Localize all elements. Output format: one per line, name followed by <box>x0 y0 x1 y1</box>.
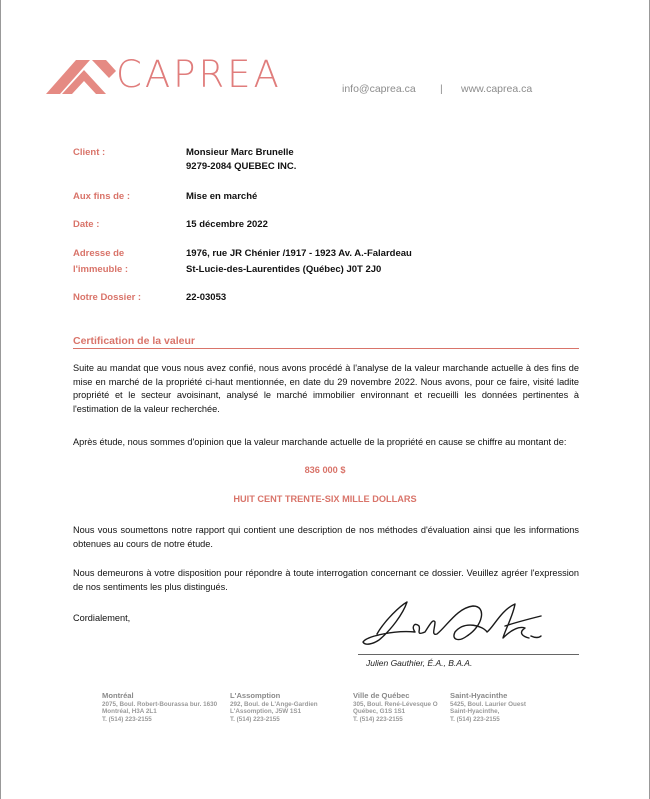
office-phone: T. (514) 223-2155 <box>230 715 280 723</box>
office-postal: Québec, G1S 1S1 <box>353 708 406 715</box>
file-label: Notre Dossier : <box>73 292 142 303</box>
report-paragraph: Nous vous soumettons notre rapport qui contient une description de nos méthodes d'évaluation ainsi que les informations obtenues au cours de notre étude. <box>73 525 579 549</box>
closing-salutation: Cordialement, <box>73 613 131 623</box>
office-city: Ville de Québec <box>353 691 410 700</box>
signer-name: Julien Gauthier, É.A., B.A.A. <box>366 658 473 668</box>
value-amount: 836 000 $ <box>304 465 346 475</box>
office-saint-hyacinthe <box>450 692 526 723</box>
closing-paragraph: Nous demeurons à votre disposition pour répondre à toute interrogation concernant ce dossier. Veuillez agréer l'expression de nos sentiments les plus distingués. <box>73 568 579 592</box>
client-company: 9279-2084 QUEBEC INC. <box>186 161 297 172</box>
page-border-left <box>0 0 1 799</box>
office-address: 5425, Boul. Laurier Ouest <box>450 700 526 708</box>
address-label-line2: l'immeuble : <box>73 264 129 275</box>
caprea-logo <box>46 50 306 100</box>
intro-paragraph: Suite au mandat que vous nous avez confié, nous avons procédé à l'analyse de la valeur marchande actuelle à des fins de mise en marché de la propriété ci-haut mentionnée, en date du 29 novembre 2022. Nous avons, pour ce faire, visité ladite propriété et le secteur avoisinant, analysé le marché immobilier environnant et recueilli les données pertinentes à l'estimation de la valeur recherchée. <box>73 363 579 415</box>
value-amount-words: HUIT CENT TRENTE-SIX MILLE DOLLARS <box>233 494 417 504</box>
office-address: 292, Boul. de L'Ange-Gardien <box>230 700 318 708</box>
purpose-value: Mise en marché <box>186 191 258 202</box>
logo-roof-icon <box>46 54 116 98</box>
office-phone: T. (514) 223-2155 <box>353 715 403 723</box>
client-name: Monsieur Marc Brunelle <box>186 147 294 158</box>
office-quebec <box>353 692 438 723</box>
address-line1: 1976, rue JR Chénier /1917 - 1923 Av. A.-Falardeau <box>186 248 412 259</box>
date-label: Date : <box>73 219 100 230</box>
office-city: Saint-Hyacinthe <box>450 691 508 700</box>
office-montreal <box>102 692 217 723</box>
address-label-line1: Adresse de <box>73 248 125 259</box>
office-address: 305, Boul. René-Lévesque O <box>353 700 438 708</box>
handwritten-signature <box>355 596 555 656</box>
signature-line <box>358 654 579 655</box>
email-link[interactable]: info@caprea.ca <box>342 83 416 95</box>
logo-text: CAPREA <box>116 53 282 96</box>
purpose-label: Aux fins de : <box>73 191 131 202</box>
office-postal: Montréal, H3A 2L1 <box>102 708 157 715</box>
address-line2: St-Lucie-des-Laurentides (Québec) J0T 2J0 <box>186 264 382 275</box>
office-city: Montréal <box>102 691 134 700</box>
office-city: L'Assomption <box>230 691 281 700</box>
office-address: 2075, Boul. Robert-Bourassa bur. 1630 <box>102 700 218 708</box>
client-label: Client : <box>73 147 106 158</box>
office-lassomption <box>230 692 318 723</box>
office-phone: T. (514) 223-2155 <box>450 715 500 723</box>
section-divider <box>73 348 579 349</box>
office-postal: Saint-Hyacinthe, <box>450 708 500 715</box>
opinion-paragraph: Après étude, nous sommes d'opinion que la valeur marchande actuelle de la propriété en cause se chiffre au montant de: <box>73 437 567 447</box>
file-number: 22-03053 <box>186 292 227 303</box>
website-link[interactable]: www.caprea.ca <box>461 83 533 95</box>
date-value: 15 décembre 2022 <box>186 219 268 230</box>
header-separator: | <box>440 83 443 95</box>
office-phone: T. (514) 223-2155 <box>102 715 152 723</box>
office-postal: L'Assomption, J5W 1S1 <box>230 708 302 715</box>
section-title: Certification de la valeur <box>73 335 195 347</box>
